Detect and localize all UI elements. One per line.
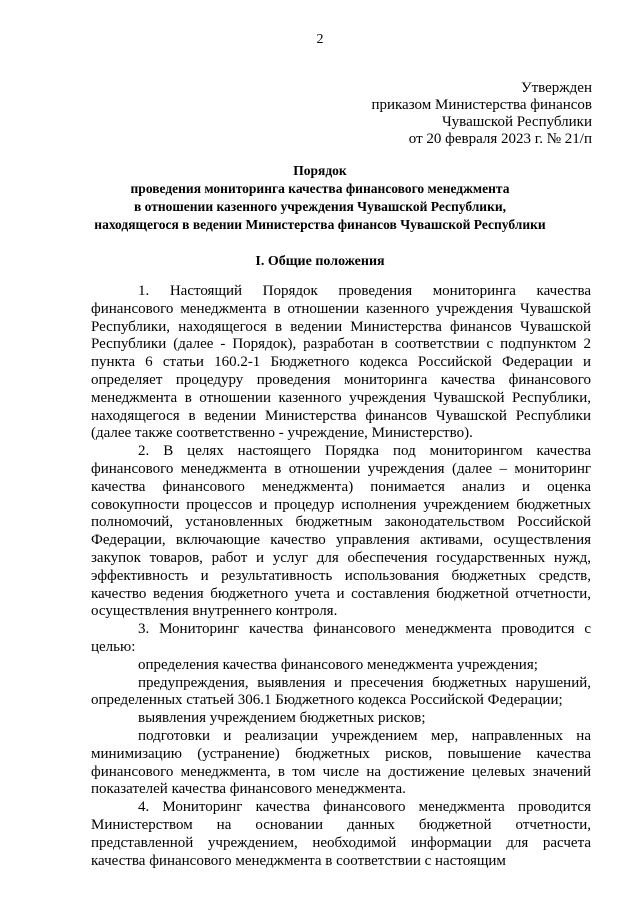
paragraph: 1. Настоящий Порядок проведения мониторинга качества финансового менеджмента в отношении казенного учреждения Чувашской Республики, находящегося в ведении Министерства финансов Чувашской Республики (далее - Порядок), разработан в соответствии с подпунктом 2 пункта 6 статьи 160.2-1 Бюджетного кодекса Российской Федерации и определяет процедуру проведения мониторинга качества финансового менеджмента в отношении казенного учреждения Чувашской Республики, находящегося в ведении Министерства финансов Чувашской Республики (далее также соответственно - учреждение, Министерство). [91,283,591,442]
page-number: 2 [316,32,324,47]
title-line: в отношении казенного учреждения Чувашской Республики, [133,199,507,214]
approval-line: Утвержден [520,80,592,96]
paragraph: 2. В целях настоящего Порядка под мониторингом качества финансового менеджмента в отношении учреждения (далее – мониторинг качества финансового менеджмента) понимается анализ и оценка совокупности процессов и процедур исполнения учреждением бюджетных полномочий, установленных бюджетным законодательством Российской Федерации, включающие качество управления активами, осуществления закупок товаров, работ и услуг для обеспечения государственных нужд, эффективность и результативность использования бюджетных средств, качество ведения бюджетного учета и составления бюджетной отчетности, осуществления внутреннего контроля. [91,443,591,620]
paragraph: 3. Мониторинг качества финансового менеджмента проводится с целью: [91,621,591,655]
approval-line: приказом Министерства финансов [371,97,592,113]
title-line: Порядок [293,163,347,178]
list-item: подготовки и реализации учреждением мер, направленных на минимизацию (устранение) бюджетных рисков, повышение качества финансового менеджмента, в том числе на достижение целевых значений показателей качества финансового менеджмента. [91,727,591,798]
list-item: предупреждения, выявления и пресечения бюджетных нарушений, определенных статьей 306.1 Бюджетного кодекса Российской Федерации; [91,674,591,709]
approval-block [371,80,592,148]
document-body [91,283,591,870]
list-item: выявления учреждением бюджетных рисков; [138,710,426,727]
approval-line: от 20 февраля 2023 г. № 21/п [408,131,592,147]
title-line: находящегося в ведении Министерства финансов Чувашской Республики [94,217,546,232]
paragraph: 4. Мониторинг качества финансового менеджмента проводится Министерством на основании данных бюджетной отчетности, представленной учреждением, необходимой информации для расчета качества финансового менеджмента в соответствии с настоящим [91,799,591,869]
section-heading: I. Общие положения [255,254,385,269]
document-title [0,162,640,234]
title-line: проведения мониторинга качества финансового менеджмента [130,181,510,196]
list-item: определения качества финансового менеджмента учреждения; [138,656,538,673]
approval-line: Чувашской Республики [441,114,592,130]
